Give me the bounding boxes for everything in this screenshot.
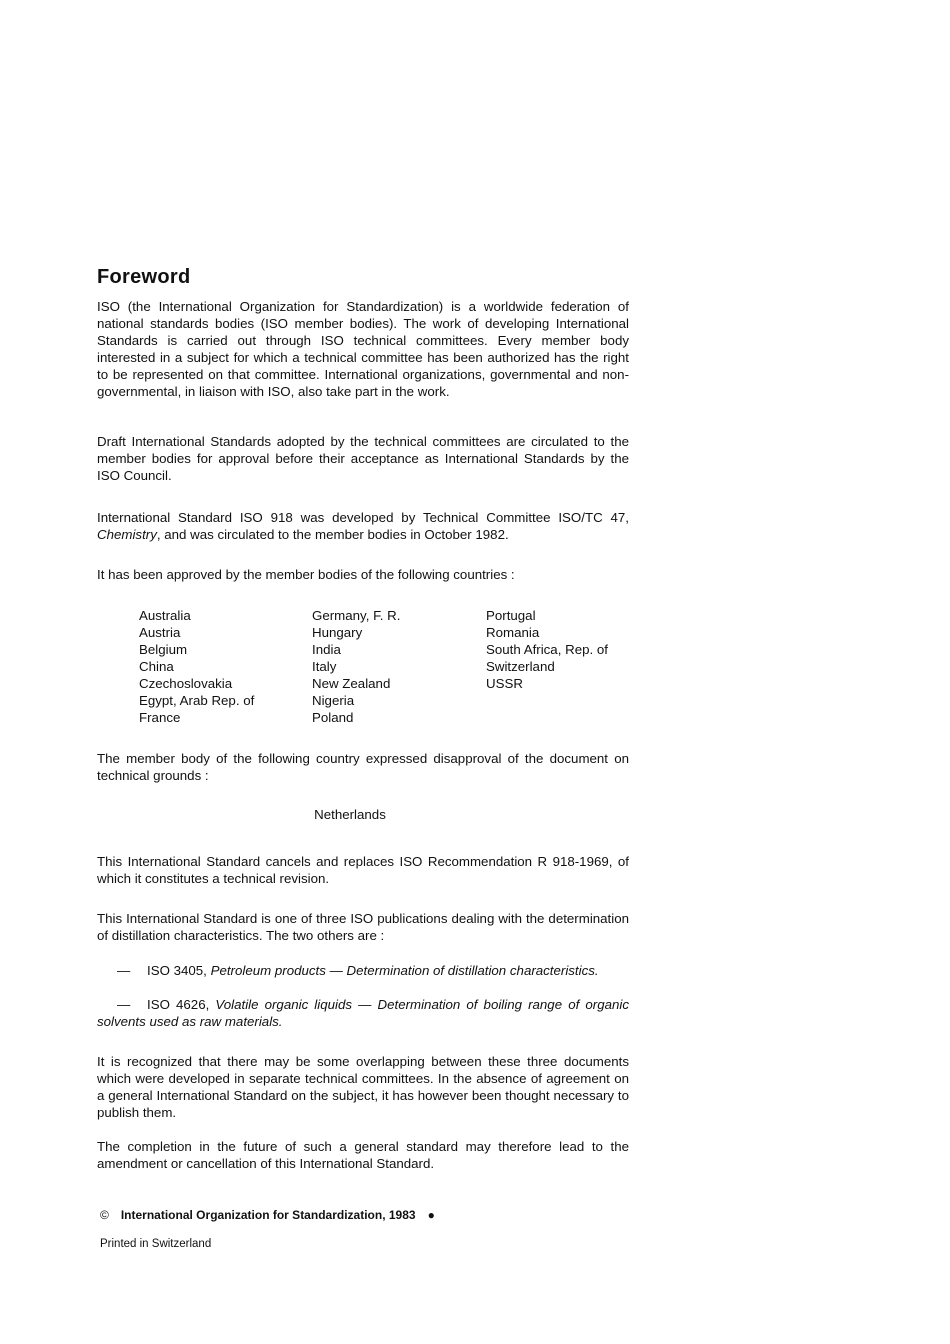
p3-text-c: , and was circulated to the member bodies in October 1982. xyxy=(156,527,509,542)
paragraph-overlap: It is recognized that there may be some overlapping between these three documents which were developed in separate technical committees. In the absence of agreement on a general International Standard on the subject, it has however been thought necessary to publish them. xyxy=(97,1054,629,1120)
country: Czechoslovakia xyxy=(139,676,233,691)
country: Germany, F. R. xyxy=(312,608,401,623)
p3-text-a: International Standard ISO 918 was developed by Technical Committee ISO/TC 47, xyxy=(97,510,629,525)
ref: ISO 3405, xyxy=(147,963,207,978)
country: Poland xyxy=(312,710,354,725)
copyright-text: International Organization for Standardization, 1983 xyxy=(120,1208,416,1222)
country: India xyxy=(312,642,341,657)
country-column-2 xyxy=(312,607,400,726)
ref-title: Volatile organic liquids — Determination of boiling range of organic solvents used as raw materials. xyxy=(97,997,629,1029)
country: Austria xyxy=(139,625,181,640)
country: Hungary xyxy=(312,625,363,640)
paragraph-disapproval: The member body of the following country expressed disapproval of the document on technical grounds : xyxy=(97,751,629,783)
dash: — xyxy=(117,963,131,978)
country: Nigeria xyxy=(312,693,355,708)
bullet-icon: ● xyxy=(427,1208,435,1222)
country: China xyxy=(139,659,174,674)
copyright-line xyxy=(100,1208,435,1222)
country: Switzerland xyxy=(486,659,555,674)
ref: ISO 4626, xyxy=(147,997,210,1012)
country-column-3 xyxy=(486,607,608,692)
printed-in: Printed in Switzerland xyxy=(100,1238,212,1250)
copyright-icon: © xyxy=(100,1208,109,1222)
country: New Zealand xyxy=(312,676,391,691)
list-item-iso-4626 xyxy=(97,996,629,1030)
country: France xyxy=(139,710,181,725)
list-item-iso-3405 xyxy=(97,962,629,979)
paragraph-approval: It has been approved by the member bodies of the following countries : xyxy=(97,567,515,582)
country: Egypt, Arab Rep. of xyxy=(139,693,255,708)
paragraph-draft-standards: Draft International Standards adopted by the technical committees are circulated to the member bodies for approval before their acceptance as International Standards by the ISO Council. xyxy=(97,434,629,483)
country: Australia xyxy=(139,608,191,623)
country: USSR xyxy=(486,676,523,691)
dash: — xyxy=(117,997,131,1012)
country: Romania xyxy=(486,625,540,640)
country: Belgium xyxy=(139,642,188,657)
paragraph-replaces: This International Standard cancels and replaces ISO Recommendation R 918-1969, of which it constitutes a technical revision. xyxy=(97,854,629,886)
country: Portugal xyxy=(486,608,536,623)
p3-committee-name: Chemistry xyxy=(97,527,157,542)
ref-title: Petroleum products — Determination of distillation characteristics. xyxy=(210,963,599,978)
paragraph-iso-intro: ISO (the International Organization for Standardization) is a worldwide federation of national standards bodies (ISO member bodies). The work of developing International Standards is carried out through ISO technical committees. Every member body interested in a subject for which a technical committee has been authorized has the right to be represented on that committee. International organizations, governmental and non-governmental, in liaison with ISO, also take part in the work. xyxy=(97,299,629,399)
page-title: Foreword xyxy=(97,266,191,288)
country: Italy xyxy=(312,659,337,674)
paragraph-development xyxy=(97,509,629,543)
paragraph-related: This International Standard is one of three ISO publications dealing with the determination of distillation characteristics. The two others are : xyxy=(97,911,629,943)
country: South Africa, Rep. of xyxy=(486,642,608,657)
paragraph-future: The completion in the future of such a general standard may therefore lead to the amendment or cancellation of this International Standard. xyxy=(97,1139,629,1171)
country-column-1 xyxy=(139,607,254,726)
disapproving-country: Netherlands xyxy=(314,807,386,822)
